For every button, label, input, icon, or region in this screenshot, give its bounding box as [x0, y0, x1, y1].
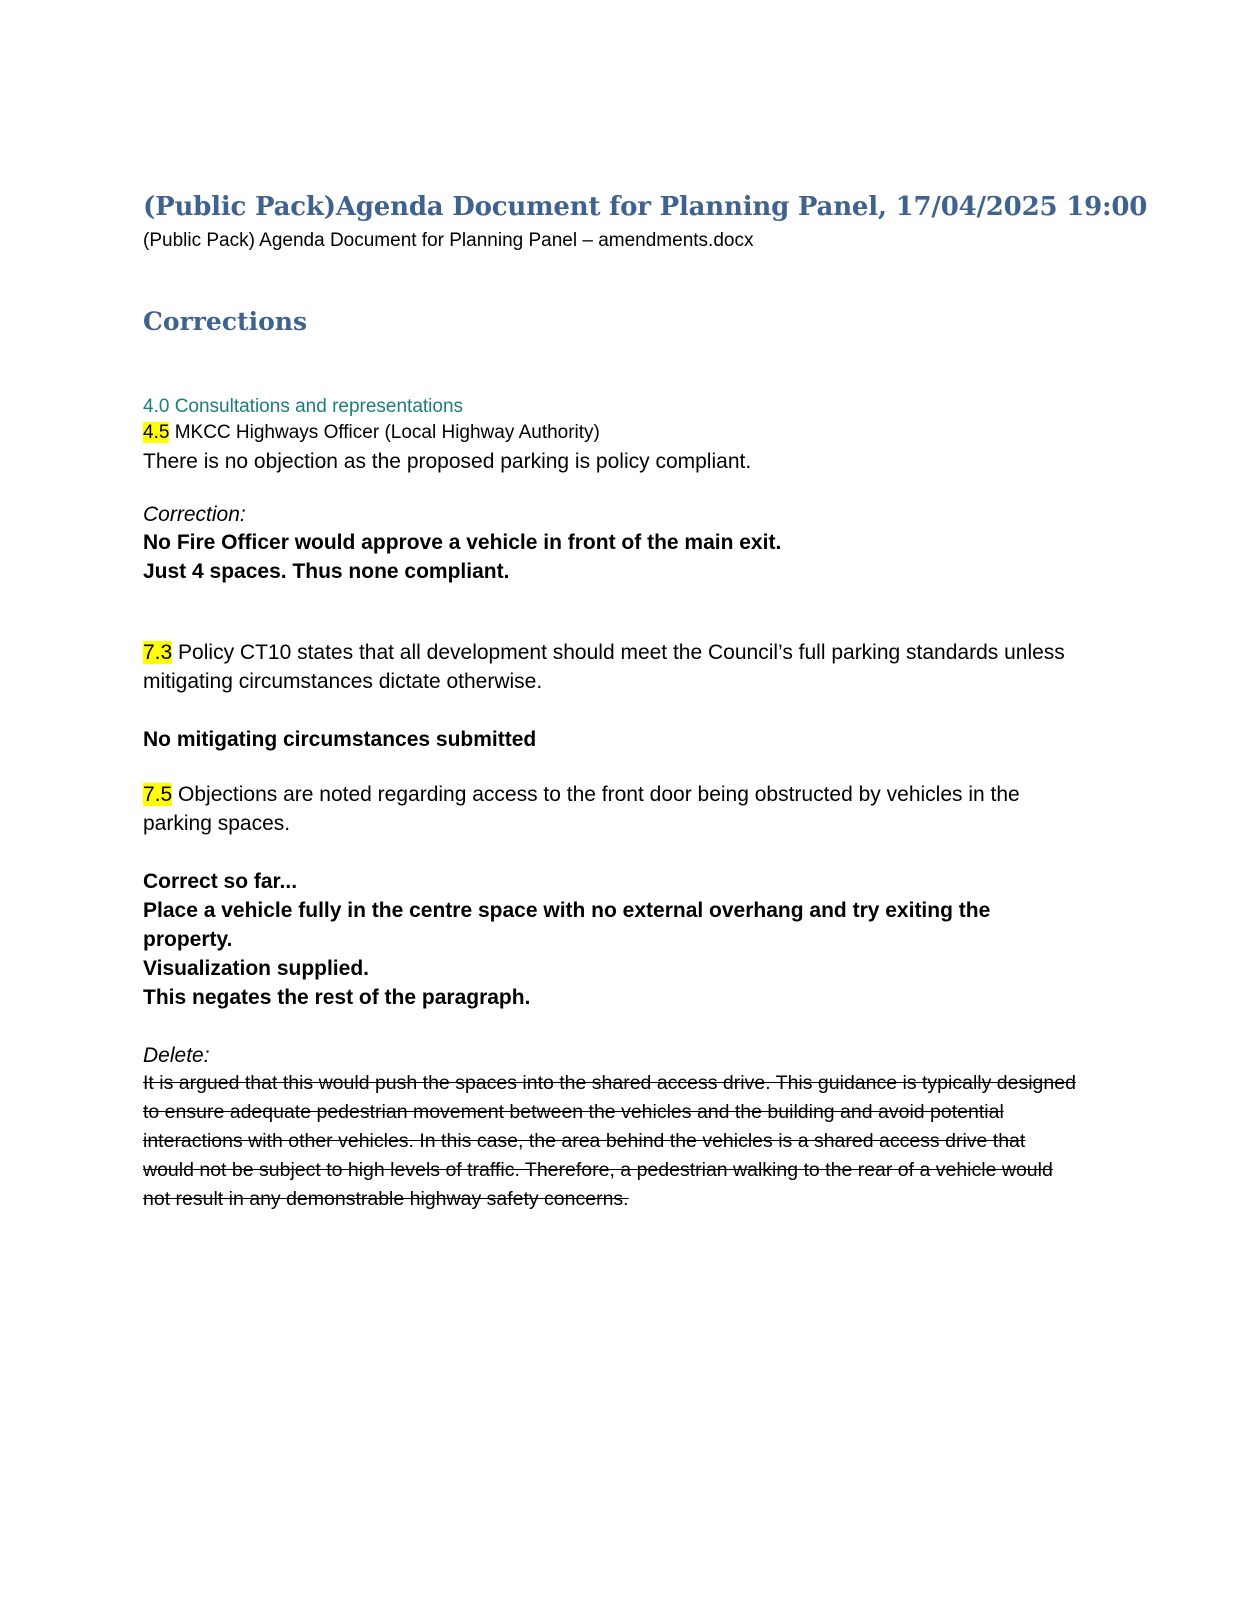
response-line: This negates the rest of the paragraph. [143, 986, 531, 1009]
correction-block [143, 528, 1078, 586]
response-line: Correct so far... [143, 870, 298, 893]
document-title: (Public Pack)Agenda Document for Planning Panel, 17/04/2025 19:00 [143, 192, 1148, 222]
sub-heading-consultations: 4.0 Consultations and representations [143, 396, 464, 417]
item-4-5-text: There is no objection as the proposed parking is policy compliant. [143, 450, 752, 473]
section-heading-corrections: Corrections [143, 307, 308, 336]
item-7-5-text: Objections are noted regarding access to the front door being obstructed by vehicles in the parking spaces. [143, 783, 1020, 835]
correction-line: Just 4 spaces. Thus none compliant. [143, 560, 510, 583]
response-line: Place a vehicle fully in the centre space with no external overhang and try exiting the property. [143, 899, 991, 951]
item-4-5-number: 4.5 [143, 422, 170, 443]
correction-line: No Fire Officer would approve a vehicle in front of the main exit. [143, 531, 782, 554]
item-7-5-paragraph [143, 780, 1078, 838]
item-7-5-response [143, 867, 1078, 1012]
item-7-3-number: 7.3 [143, 641, 173, 664]
correction-label: Correction: [143, 503, 246, 526]
item-7-3-response: No mitigating circumstances submitted [143, 728, 537, 751]
item-4-5-label: MKCC Highways Officer (Local Highway Authority) [174, 422, 600, 443]
item-7-3-text: Policy CT10 states that all development should meet the Council’s full parking standards unless mitigating circumstances dictate otherwise. [143, 641, 1065, 693]
response-line: Visualization supplied. [143, 957, 369, 980]
delete-label: Delete: [143, 1044, 210, 1067]
deleted-paragraph: It is argued that this would push the spaces into the shared access drive. This guidance is typically designed to ensure adequate pedestrian movement between the vehicles and the building and avoid potential interactions with other vehicles. In this case, the area behind the vehicles is a shared access drive that would not be subject to high levels of traffic. Therefore, a pedestrian walking to the rear of a vehicle would not result in any demonstrable highway safety concerns. [143, 1072, 1076, 1210]
item-7-5-number: 7.5 [143, 783, 173, 806]
item-7-3-paragraph [143, 638, 1078, 696]
item-4-5-heading [143, 421, 600, 445]
document-page [143, 0, 1148, 1600]
document-subtitle: (Public Pack) Agenda Document for Planning Panel – amendments.docx [143, 230, 754, 251]
